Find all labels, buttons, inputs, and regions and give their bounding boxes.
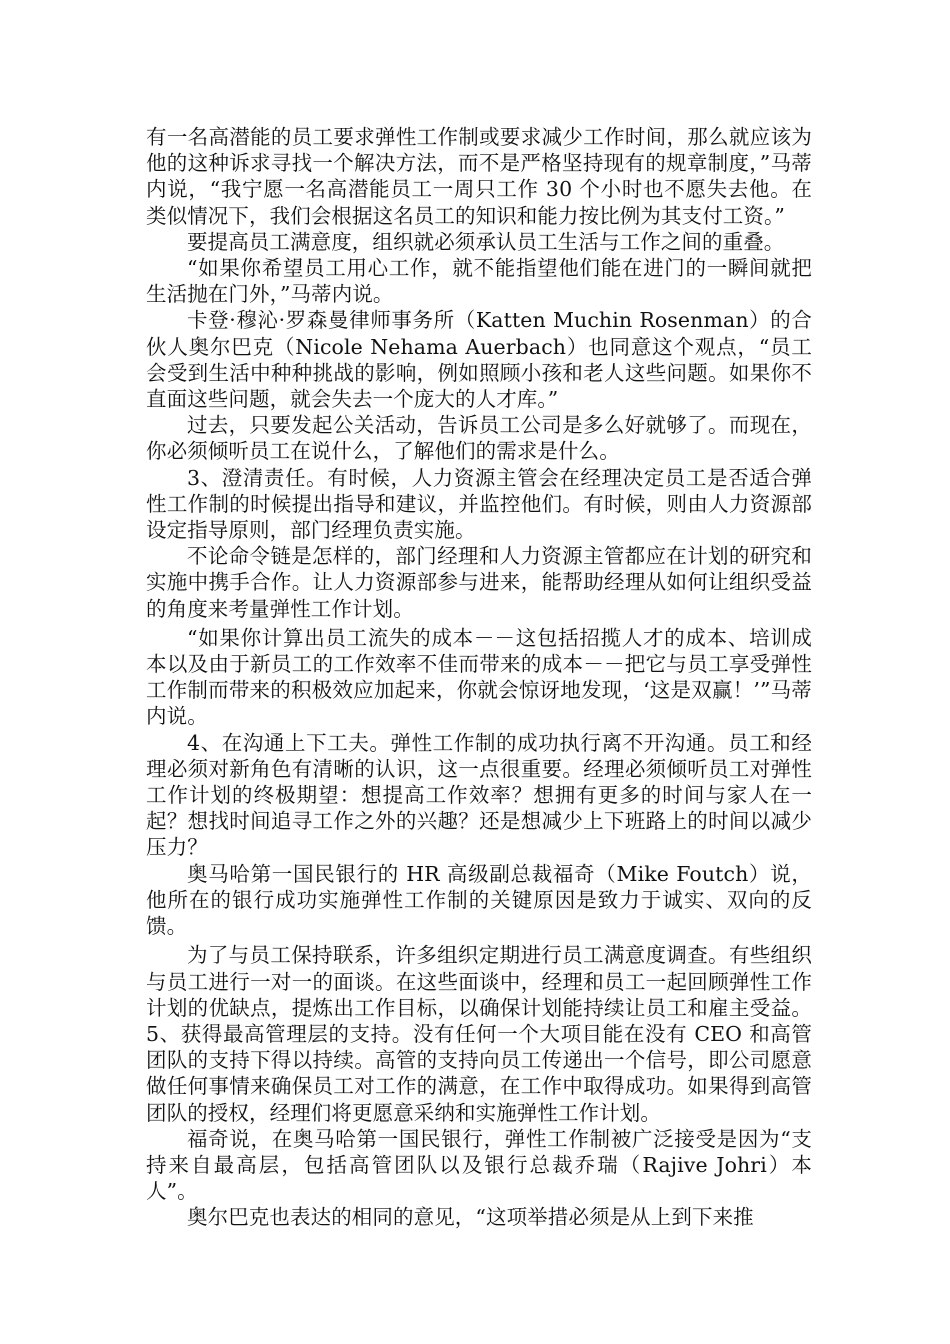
paragraph: 要提高员工满意度，组织就必须承认员工生活与工作之间的重叠。 xyxy=(187,229,785,254)
paragraph: 卡登·穆沁·罗森曼律师事务所（Katten Muchin Rosenman）的合伙人奥尔巴克（Nicole Nehama Auerbach）也同意这个观点，“员工会受到生活中种种挑战的影响，例如照顾小孩和老人这些问题。如果你不直面这些问题，就会失去一个庞大的人才库。” xyxy=(146,308,812,412)
paragraph: “如果你希望员工用心工作，就不能指望他们能在进门的一瞬间就把生活抛在门外，”马蒂内说。 xyxy=(146,256,812,307)
paragraph: 福奇说，在奥马哈第一国民银行，弹性工作制被广泛接受是因为“支持来自最高层，包括高管团队以及银行总裁乔瑞（Rajive Johri）本人”。 xyxy=(146,1126,812,1204)
paragraph: 3、澄清责任。有时候，人力资源主管会在经理决定员工是否适合弹性工作制的时候提出指导和建议，并监控他们。有时候，则由人力资源部设定指导原则，部门经理负责实施。 xyxy=(146,465,812,543)
paragraph: 过去，只要发起公关活动，告诉员工公司是多么好就够了。而现在，你必须倾听员工在说什么，了解他们的需求是什么。 xyxy=(146,413,812,464)
paragraph: 有一名高潜能的员工要求弹性工作制或要求减少工作时间，那么就应该为他的这种诉求寻找一个解决方法，而不是严格坚持现有的规章制度，”马蒂内说，“我宁愿一名高潜能员工一周只工作 30 个小时也不愿失去他。在类似情况下，我们会根据这名员工的知识和能力按比例为其支付工资。” xyxy=(146,125,812,228)
paragraph: 4、在沟通上下工夫。弹性工作制的成功执行离不开沟通。员工和经理必须对新角色有清晰的认识，这一点很重要。经理必须倾听员工对弹性工作计划的终极期望：想提高工作效率？想拥有更多的时间与家人在一起？想找时间追寻工作之外的兴趣？还是想减少上下班路上的时间以减少压力？ xyxy=(146,730,812,860)
paragraph: “如果你计算出员工流失的成本－－这包括招揽人才的成本、培训成本以及由于新员工的工作效率不佳而带来的成本－－把它与员工享受弹性工作制而带来的积极效应加起来，你就会惊讶地发现，‘这是双赢！’”马蒂内说。 xyxy=(146,625,812,729)
paragraph: 奥尔巴克也表达的相同的意见，“这项举措必须是从上到下来推 xyxy=(187,1205,754,1230)
paragraph: 不论命令链是怎样的，部门经理和人力资源主管都应在计划的研究和实施中携手合作。让人力资源部参与进来，能帮助经理从如何让组织受益的角度来考量弹性工作计划。 xyxy=(146,544,812,621)
paragraph: 为了与员工保持联系，许多组织定期进行员工满意度调查。有些组织与员工进行一对一的面谈。在这些面谈中，经理和员工一起回顾弹性工作计划的优缺点，提炼出工作目标，以确保计划能持续让员工和雇主受益。5、获得最高管理层的支持。没有任何一个大项目能在没有 CEO 和高管团队的支持下得以持续。高管的支持向员工传递出一个信号，即公司愿意做任何事情来确保员工对工作的满意，在工作中取得成功。如果得到高管团队的授权，经理们将更愿意采纳和实施弹性工作计划。 xyxy=(146,943,812,1125)
paragraph: 奥马哈第一国民银行的 HR 高级副总裁福奇（Mike Foutch）说，他所在的银行成功实施弹性工作制的关键原因是致力于诚实、双向的反馈。 xyxy=(146,861,812,939)
article-body xyxy=(146,124,812,1231)
